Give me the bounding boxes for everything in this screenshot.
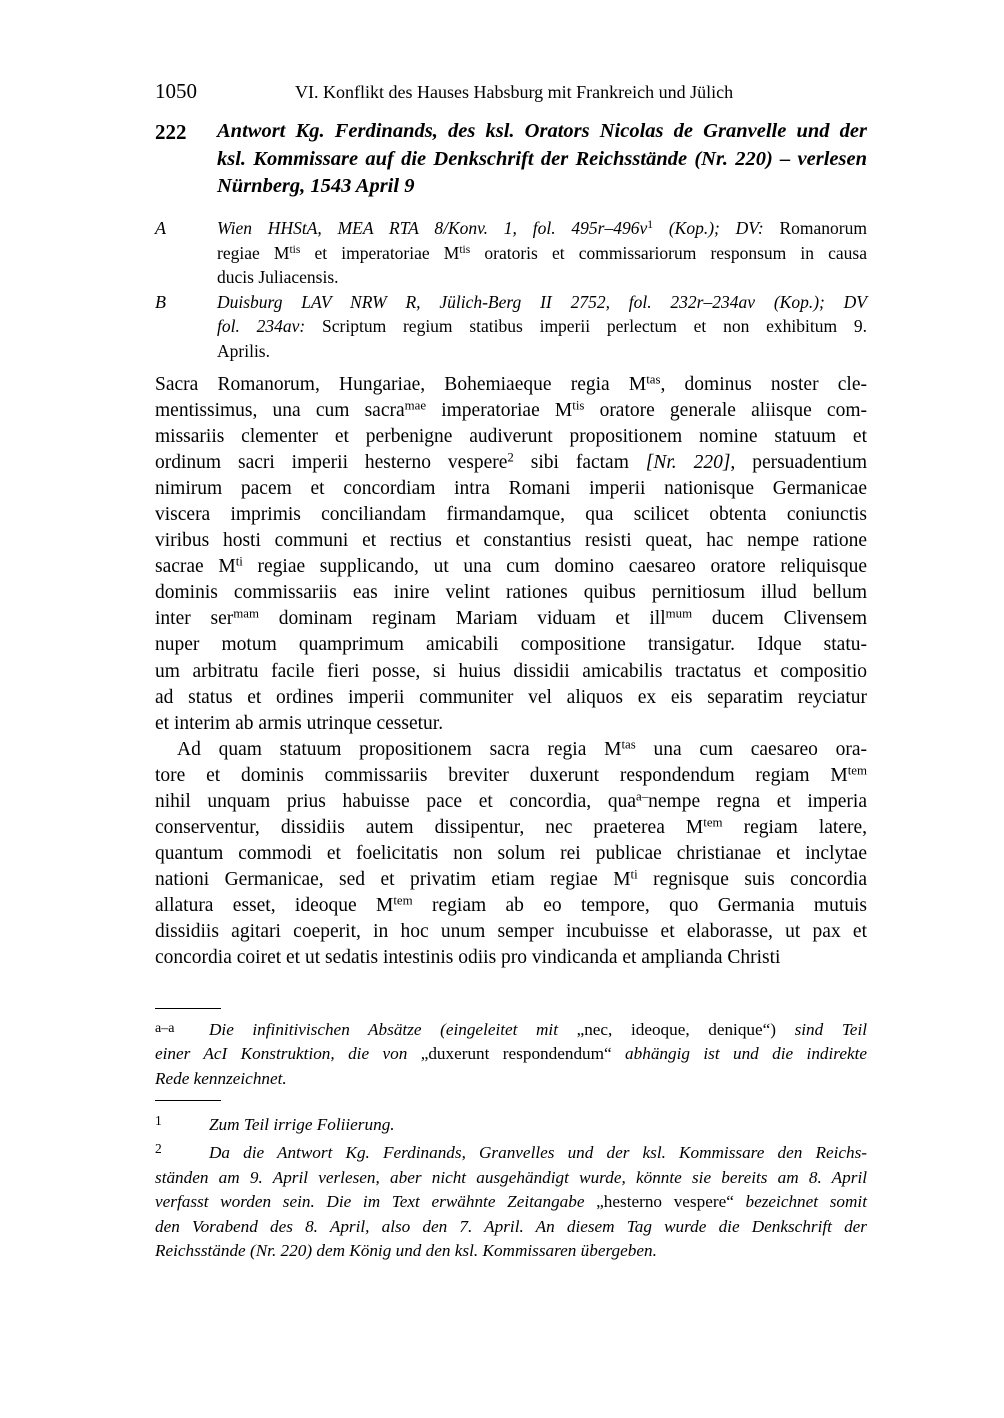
source-line: [217, 216, 867, 241]
text-run: sibi factam: [513, 452, 646, 474]
text-run: viribus hosti communi et rectius et constantius resisti queat, hac nempe ratione: [155, 530, 867, 552]
item-title-line: Nürnberg, 1543 April 9: [217, 175, 415, 197]
text-run: quantum commodi et foelicitatis non solum rei publicae christianae et inclytae: [155, 842, 867, 864]
text-run: , persuadentium: [730, 452, 867, 474]
item-title-line: ksl. Kommissare auf die Denkschrift der Reichsstände (Nr. 220) – verlesen: [217, 147, 867, 170]
item-number: 222: [155, 120, 187, 144]
text-run: nuper motum quamprimum amicabili compositione transigatur. Idque statu-: [155, 634, 867, 656]
abbrev-sup: mam: [233, 606, 259, 621]
text-run: regiae supplicando, ut una cum domino caesareo oratore reliquisque: [242, 556, 867, 578]
body-line: [155, 528, 867, 554]
body-line: [155, 789, 867, 815]
text-run: dissidiis agitari coeperit, in hoc unum semper incubuisse et elaborasse, ut pax et: [155, 920, 867, 942]
abbrev-sup: tis: [572, 398, 585, 413]
text-run: viscera imprimis conciliandam firmandamque, qua scilicet obtenta coniunctis: [155, 504, 867, 526]
running-head: [155, 78, 855, 104]
source-frag: oratoris et commissariorum responsum in causa: [470, 242, 867, 263]
text-run: conserventur, dissidiis autem dissipentur, nec praeterea M: [155, 816, 704, 838]
footnote-line: [155, 1166, 867, 1190]
body-line: [155, 841, 867, 867]
abbrev-sup: tis: [289, 243, 301, 256]
body-text: [155, 372, 867, 971]
running-head-title: VI. Konflikt des Hauses Habsburg mit Frankreich und Jülich: [295, 82, 734, 102]
abbrev-sup: mum: [665, 606, 693, 621]
body-line: [155, 632, 867, 658]
body-line: [155, 450, 867, 476]
body-line: [155, 580, 867, 606]
source-dv-text: Scriptum regium statibus imperii perlectum et non exhibitum 9.: [305, 316, 867, 337]
item-heading: [155, 118, 867, 201]
source-sigil: A: [155, 218, 166, 238]
body-line: [155, 737, 867, 763]
text-run: missariis clementer et perbenigne audiverunt propositionem nomine statuum et: [155, 426, 867, 448]
source-text: [217, 290, 867, 364]
text-run: ad status et ordines imperii communiter vel aliquos ex eis separatim reyciatur: [155, 686, 867, 708]
footnote-block: [155, 1100, 867, 1263]
text-run: ducem Clivensem: [692, 608, 868, 630]
italic-text: den Vorabend des 8. April, also den 7. April. An diesem Tag wurde die Denkschrift der: [155, 1216, 867, 1236]
roman-text: „hesterno vespere“: [596, 1192, 734, 1212]
italic-text: bezeichnet somit: [733, 1192, 867, 1212]
item-title-line: Antwort Kg. Ferdinands, des ksl. Orators Nicolas de Granvelle und der: [217, 120, 867, 142]
italic-text: abhängig ist und die indirekte: [611, 1044, 867, 1064]
italic-text: [Nr. 220]: [645, 452, 731, 474]
body-line: [155, 893, 867, 919]
footnote-entry: [155, 1017, 867, 1091]
text-run: inter ser: [155, 608, 234, 630]
paragraph-2: [155, 737, 867, 971]
text-run: Ad quam statuum propositionem sacra regia M: [177, 738, 622, 760]
body-line: [155, 945, 867, 971]
body-line: [155, 711, 867, 737]
abbrev-sup: ti: [630, 867, 638, 882]
footnote-ref[interactable]: 1: [647, 219, 653, 231]
roman-text: „duxerunt respondendum“: [420, 1044, 612, 1064]
source-dv-text: Romanorum: [763, 218, 867, 238]
abbrev-sup: ti: [235, 554, 243, 569]
footnote-rule: [155, 1008, 221, 1009]
abbrev-sup: tem: [393, 893, 413, 908]
text-run: et interim ab armis utrinque cessetur.: [155, 712, 444, 734]
text-run: mentissimus, una cum sacra: [155, 400, 405, 422]
abbrev-sup: tas: [646, 372, 661, 387]
abbrev-sup: tas: [621, 736, 636, 751]
body-line: [155, 424, 867, 450]
abbrev-sup: mae: [404, 398, 427, 413]
abbrev-sup: tem: [703, 815, 723, 830]
body-line: [155, 919, 867, 945]
source-folio: fol. 234av:: [217, 316, 306, 337]
text-run: tore et dominis commissariis breviter duxerunt respondendum regiam M: [155, 764, 848, 786]
source-line: [217, 314, 867, 339]
source-sigil: B: [155, 291, 166, 312]
source-shelfmark: Duisburg LAV NRW R, Jülich-Berg II 2752, fol. 232r–234av (Kop.); DV: [217, 291, 867, 312]
italic-text: ständen am 9. April verlesen, aber nicht ausgehändigt wurde, könnte sie bereits am 8. April: [155, 1167, 867, 1187]
footnote-entry: [155, 1109, 867, 1137]
text-run: allatura esset, ideoque M: [155, 894, 394, 916]
footnote-line: [155, 1017, 867, 1042]
source-line: [217, 241, 867, 266]
italic-text: Zum Teil irrige Foliierung.: [209, 1115, 395, 1134]
body-line: [155, 763, 867, 789]
footnote-line: [155, 1137, 867, 1165]
text-run: regiam ab eo tempore, quo Germania mutuis: [412, 894, 868, 916]
abbrev-sup: 2: [507, 450, 514, 465]
italic-text: verfasst worden sein. Die im Text erwähnte Zeitangabe: [155, 1192, 597, 1212]
source-line: [217, 290, 867, 315]
footnote-entry: [155, 1137, 867, 1263]
source-shelfmark: Wien HHStA, MEA RTA 8/Konv. 1, fol. 495r–496v: [217, 218, 648, 238]
text-run: una cum caesareo ora-: [635, 738, 867, 760]
footnote-line: [155, 1042, 867, 1066]
source-line: Aprilis.: [217, 340, 270, 361]
text-run: , dominus noster cle-: [660, 374, 867, 395]
italic-text: Die infinitivischen Absätze (eingeleitet mit: [209, 1020, 577, 1039]
italic-text: Reichsstände (Nr. 220) dem König und den ksl. Kommissaren übergeben.: [155, 1241, 657, 1261]
text-run: dominam reginam Mariam viduam et ill: [258, 608, 666, 630]
footnote-marker[interactable]: 1: [155, 1113, 162, 1128]
footnote-entries: [155, 1109, 867, 1263]
text-run: sacrae M: [155, 556, 236, 578]
variant-apparatus-block: [155, 1008, 867, 1091]
text-run: nihil unquam prius habuisse pace et concordia, qua: [155, 790, 636, 812]
italic-text: Da die Antwort Kg. Ferdinands, Granvelles und der ksl. Kommissare den Reichs-: [209, 1143, 867, 1163]
body-line: [155, 659, 867, 685]
footnote-rule: [155, 1100, 221, 1101]
italic-text: sind Teil: [776, 1020, 867, 1039]
source-apparatus: [155, 216, 867, 364]
body-line: [155, 372, 867, 398]
italic-text: Rede kennzeichnet.: [155, 1068, 287, 1088]
text-run: imperatoriae M: [426, 400, 573, 422]
text-run: nationi Germanicae, sed et privatim etiam regiae M: [155, 868, 631, 890]
text-run: um arbitratu facile fieri posse, si huius dissidii amicabilis tractatus et compositio: [155, 660, 867, 682]
abbrev-sup: a–: [635, 789, 649, 804]
footnote-marker[interactable]: a–a: [155, 1021, 175, 1036]
body-line: [155, 502, 867, 528]
body-line: [155, 606, 867, 632]
body-line: [155, 398, 867, 424]
footnote-marker[interactable]: 2: [155, 1141, 162, 1157]
italic-text: einer AcI Konstruktion, die von: [155, 1044, 421, 1064]
body-line: [155, 476, 867, 502]
text-run: Sacra Romanorum, Hungariae, Bohemiaeque regia M: [155, 374, 647, 395]
folio-number: 1050: [155, 79, 197, 103]
body-line: [155, 685, 867, 711]
text-run: regiam latere,: [722, 816, 867, 838]
footnote-line: [155, 1067, 867, 1091]
source-entry-a: [155, 216, 867, 290]
footnote-line: [155, 1215, 867, 1239]
source-line: ducis Juliacensis.: [217, 267, 339, 288]
text-run: regnisque suis concordia: [637, 868, 867, 890]
abbrev-sup: tis: [459, 243, 471, 256]
source-text: [217, 216, 867, 290]
footnote-line: [155, 1239, 867, 1263]
text-run: ordinum sacri imperii hesterno vespere: [155, 452, 508, 474]
paragraph-1: [155, 372, 867, 737]
variant-entries: [155, 1017, 867, 1091]
footnote-line: [155, 1190, 867, 1214]
text-run: nimirum pacem et concordiam intra Romani imperii nationisque Germanicae: [155, 478, 867, 500]
source-frag: et imperatoriae M: [300, 242, 460, 263]
text-run: oratore generale aliisque com-: [584, 400, 867, 422]
source-frag: regiae M: [217, 242, 290, 263]
abbrev-sup: tem: [847, 763, 867, 778]
source-entry-b: [155, 290, 867, 364]
footnote-line: [155, 1109, 867, 1137]
item-title: [217, 118, 867, 201]
body-line: [155, 867, 867, 893]
text-run: nempe regna et imperia: [648, 790, 867, 812]
body-line: [155, 554, 867, 580]
text-run: dominis commissariis eas inire velint rationes quibus pernitiosum illud bellum: [155, 582, 867, 604]
roman-text: „nec, ideoque, denique“): [576, 1020, 776, 1039]
source-kop-dv: (Kop.); DV:: [653, 218, 764, 238]
text-run: concordia coiret et ut sedatis intestinis odiis pro vindicanda et amplianda Christi: [155, 947, 781, 969]
body-line: [155, 815, 867, 841]
